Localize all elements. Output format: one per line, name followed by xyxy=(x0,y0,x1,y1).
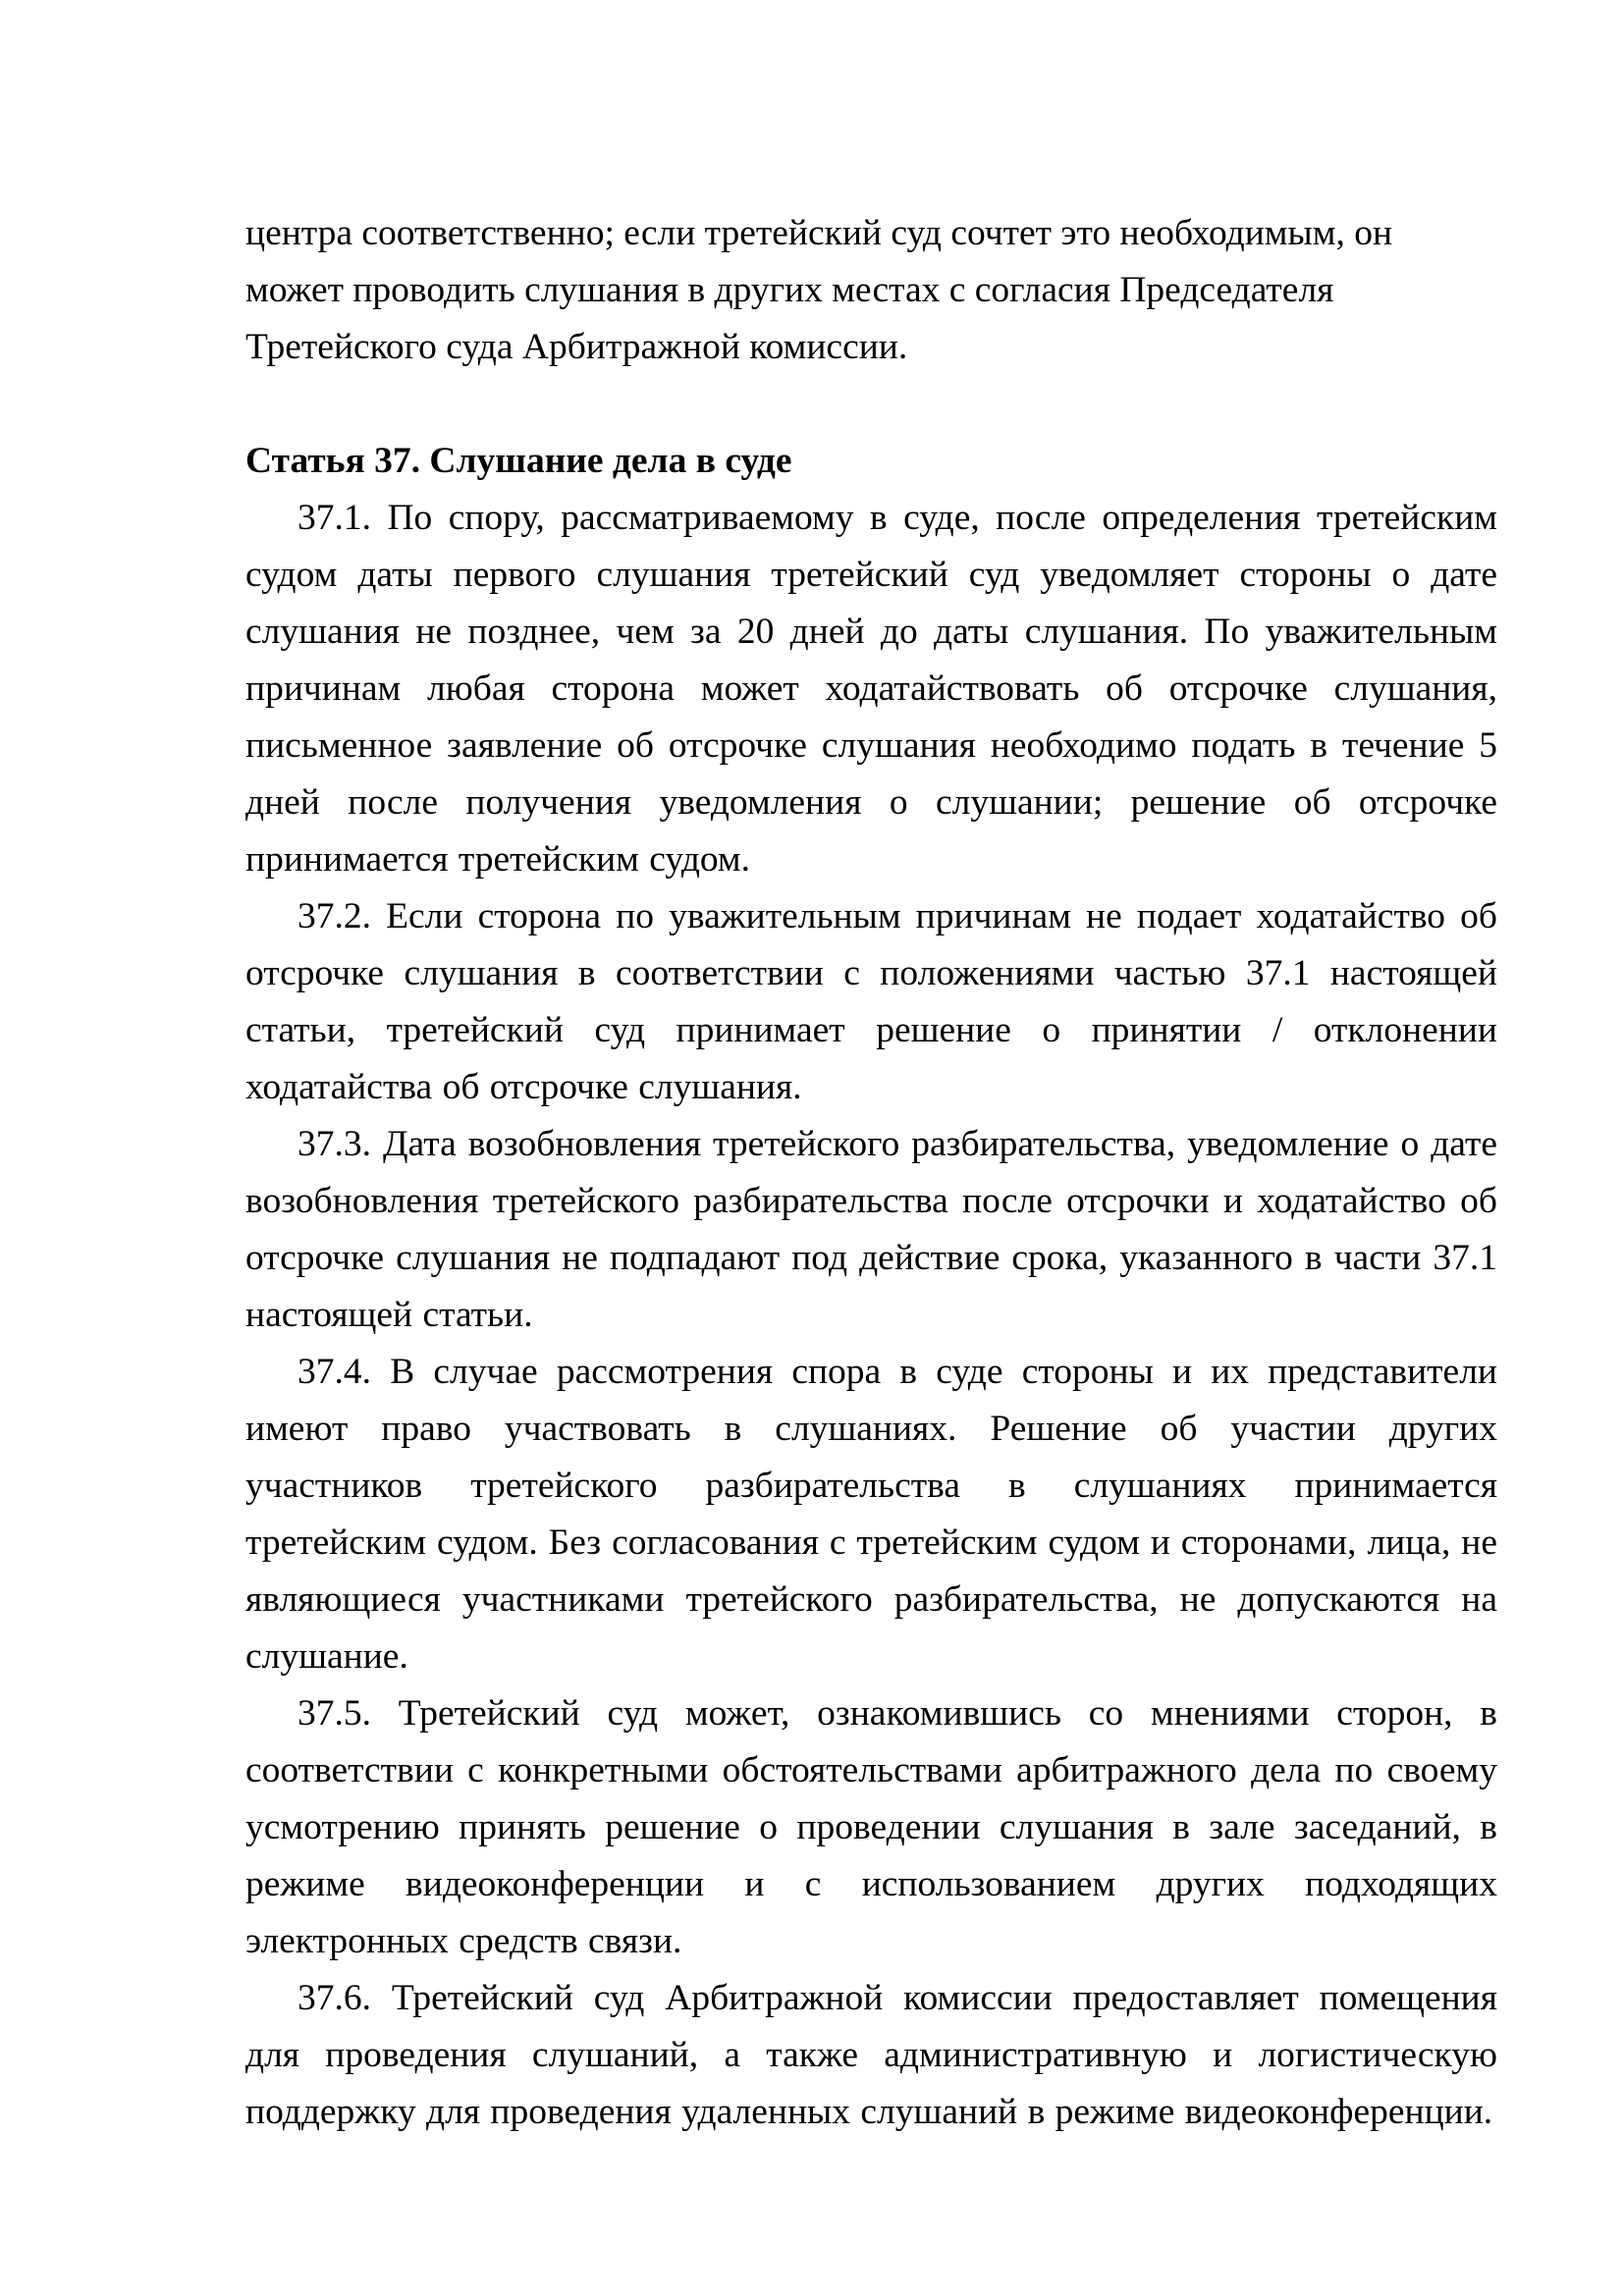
paragraph-37-2: 37.2. Если сторона по уважительным причинам не подает ходатайство об отсрочке слушания в соответствии с положениями частью 37.1 настоящей статьи, третейский суд принимает решение о принятии / отклонении ходатайства об отсрочке слушания. xyxy=(245,896,1497,1107)
article-heading: Статья 37. Слушание дела в суде xyxy=(245,441,792,481)
paragraph-37-4: 37.4. В случае рассмотрения спора в суде стороны и их представители имеют право участвовать в слушаниях. Решение об участии других участников третейского разбирательства в слушаниях принимается третейским судом. Без согласования с третейским судом и сторонами, лица, не являющиеся участниками третейского разбирательства, не допускаются на слушание. xyxy=(245,1352,1497,1677)
paragraph-37-6: 37.6. Третейский суд Арбитражной комиссии предоставляет помещения для проведения слушаний, а также административную и логистическую поддержку для проведения удаленных слушаний в режиме видеоконференции. xyxy=(245,1978,1497,2132)
paragraph-continuation: центра соответственно; если третейский суд сочтет это необходимым, он может проводить слушания в других местах с согласия Председателя Третейского суда Арбитражной комиссии. xyxy=(245,213,1393,367)
paragraph-37-3: 37.3. Дата возобновления третейского разбирательства, уведомление о дате возобновления третейского разбирательства после отсрочки и ходатайство об отсрочке слушания не подпадают под действие срока, указанного в части 37.1 настоящей статьи. xyxy=(245,1124,1497,1335)
paragraph-37-5: 37.5. Третейский суд может, ознакомившись со мнениями сторон, в соответствии с конкретными обстоятельствами арбитражного дела по своему усмотрению принять решение о проведении слушания в зале заседаний, в режиме видеоконференции и с использованием других подходящих электронных средств связи. xyxy=(245,1693,1497,1961)
paragraph-37-1: 37.1. По спору, рассматриваемому в суде, после определения третейским судом даты первого слушания третейский суд уведомляет стороны о дате слушания не позднее, чем за 20 дней до даты слушания. По уважительным причинам любая сторона может ходатайствовать об отсрочке слушания, письменное заявление об отсрочке слушания необходимо подать в течение 5 дней после получения уведомления о слушании; решение об отсрочке принимается третейским судом. xyxy=(245,498,1497,880)
